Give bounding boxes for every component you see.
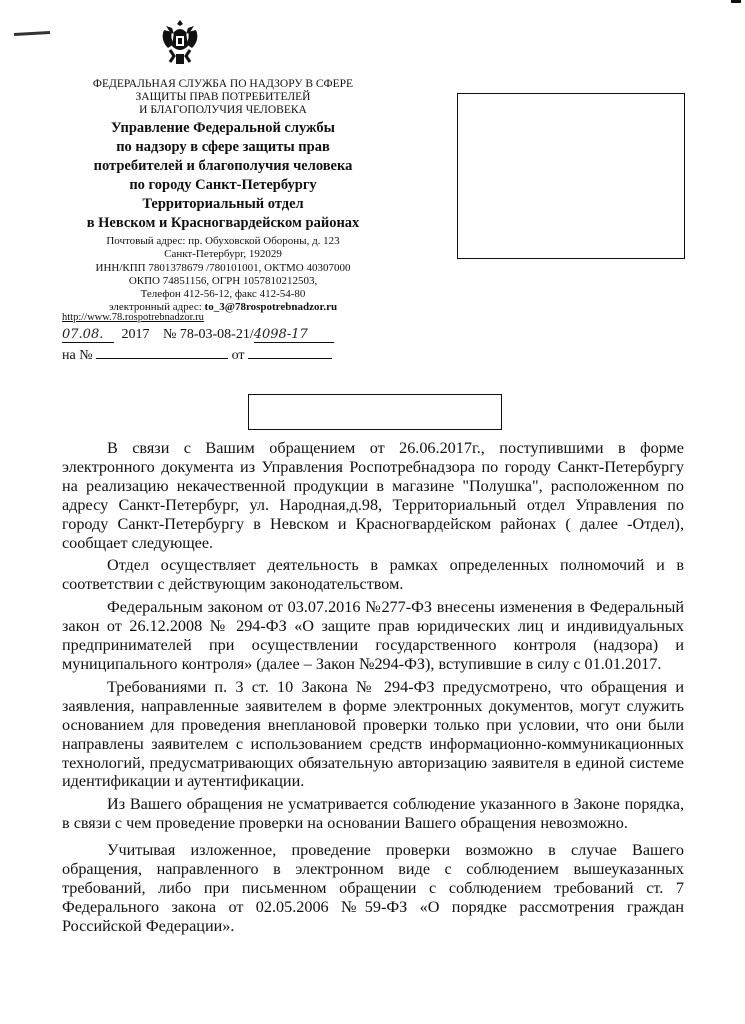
ot-date-blank xyxy=(248,344,332,359)
department-line: Управление Федеральной службы xyxy=(111,120,335,136)
registration-number-prefix: № 78-03-08-21/ xyxy=(163,327,254,342)
website-link[interactable]: http://www.78.rospotrebnadzor.ru xyxy=(62,312,204,323)
contact-line: ОКПО 74851156, ОГРН 1057810212503, xyxy=(128,274,318,287)
agency-line: И БЛАГОПОЛУЧИЯ ЧЕЛОВЕКА xyxy=(139,104,307,116)
body-paragraph: В связи с Вашим обращением от 26.06.2017г., поступившими в форме электронного документа из Управления Роспотребнадзора по городу Санкт-Петербургу на реализацию некачественной продукции в магазине "Полушка", расположенном по адресу Санкт-Петербург, ул. Народная,д.98, Территориальный отдел Управления по городу Санкт-Петербургу в Невском и Красногвардейском районах ( далее -Отдел), сообщает следующее. xyxy=(62,439,684,552)
na-label: на № xyxy=(62,348,93,363)
letter-body xyxy=(62,439,684,936)
contact-line: Почтовый адрес: пр. Обуховской Обороны, д. 123 xyxy=(106,235,340,247)
department-line: потребителей и благополучия человека xyxy=(93,158,353,174)
handwritten-date: 07.08. xyxy=(62,327,114,343)
department-line: по надзору в сфере защиты прав xyxy=(116,139,330,155)
department-line: по городу Санкт-Петербургу xyxy=(129,177,317,193)
coat-of-arms-emblem xyxy=(152,14,208,70)
contact-details xyxy=(58,235,388,315)
body-paragraph: Федеральным законом от 03.07.2016 №277-ФЗ внесены изменения в Федеральный закон от 26.12.2008 № 294-ФЗ «О защите прав юридических лиц и индивидуальных предпринимателей при осуществлении государственного контроля (надзора) и муниципального контроля» (далее – Закон №294-ФЗ), вступившие в силу с 01.01.2017. xyxy=(62,598,684,673)
agency-line: ФЕДЕРАЛЬНАЯ СЛУЖБА ПО НАДЗОРУ В СФЕРЕ xyxy=(92,78,354,90)
body-paragraph: Учитывая изложенное, проведение проверки возможно в случае Вашего обращения, направленного в электронном виде с соблюдением вышеуказанных требований, либо при письменном обращении с соблюдением требований ст. 7 Федерального закона от 02.05.2006 №59-ФЗ «О порядке рассмотрения граждан Российской Федерации». xyxy=(62,841,684,935)
email-label: электронный адрес: xyxy=(108,301,205,314)
body-paragraph: Требованиями п. 3 ст. 10 Закона № 294-ФЗ предусмотрено, что обращения и заявления, направленные заявителем в форме электронных документов, могут служить основанием для проведения внеплановой проверки только при условии, что они были направлены заявителем с использованием средств информационно-коммуникационных технологий, предусматривающих обязательную авторизацию заявителя в единой системе идентификации и аутентификации. xyxy=(62,677,684,791)
incoming-reference-line xyxy=(62,344,352,364)
scan-mark-top-right xyxy=(731,0,741,3)
redacted-addressee-box xyxy=(457,93,685,259)
department-line: в Невском и Красногвардейском районах xyxy=(86,215,360,231)
outgoing-registration-line xyxy=(62,327,352,345)
na-number-blank xyxy=(96,344,228,359)
contact-line: Телефон 412-56-12, факс 412-54-80 xyxy=(140,288,306,301)
redacted-subject-box xyxy=(248,394,502,430)
contact-line: Санкт-Петербург, 192029 xyxy=(164,248,282,261)
ot-label: от xyxy=(231,348,245,363)
agency-name xyxy=(58,78,388,117)
department-line: Территориальный отдел xyxy=(142,196,304,212)
body-paragraph: Отдел осуществляет деятельность в рамках определенных полномочий и в соответствии с действующим законодательством. xyxy=(62,556,684,594)
registration-year: 2017 xyxy=(121,327,150,342)
scan-mark-top-left xyxy=(14,31,50,36)
contact-line: ИНН/КПП 7801378679 /780101001, ОКТМО 40307000 xyxy=(95,261,351,274)
email-address[interactable]: to_3@78rospotrebnadzor.ru xyxy=(204,301,338,314)
body-paragraph: Из Вашего обращения не усматривается соблюдение указанного в Законе порядка, в связи с чем проведение проверки на основании Вашего обращения невозможно. xyxy=(62,795,684,833)
department-name xyxy=(58,119,388,233)
handwritten-number: 4098-17 xyxy=(254,327,334,343)
agency-line: ЗАЩИТЫ ПРАВ ПОТРЕБИТЕЛЕЙ xyxy=(135,91,311,103)
